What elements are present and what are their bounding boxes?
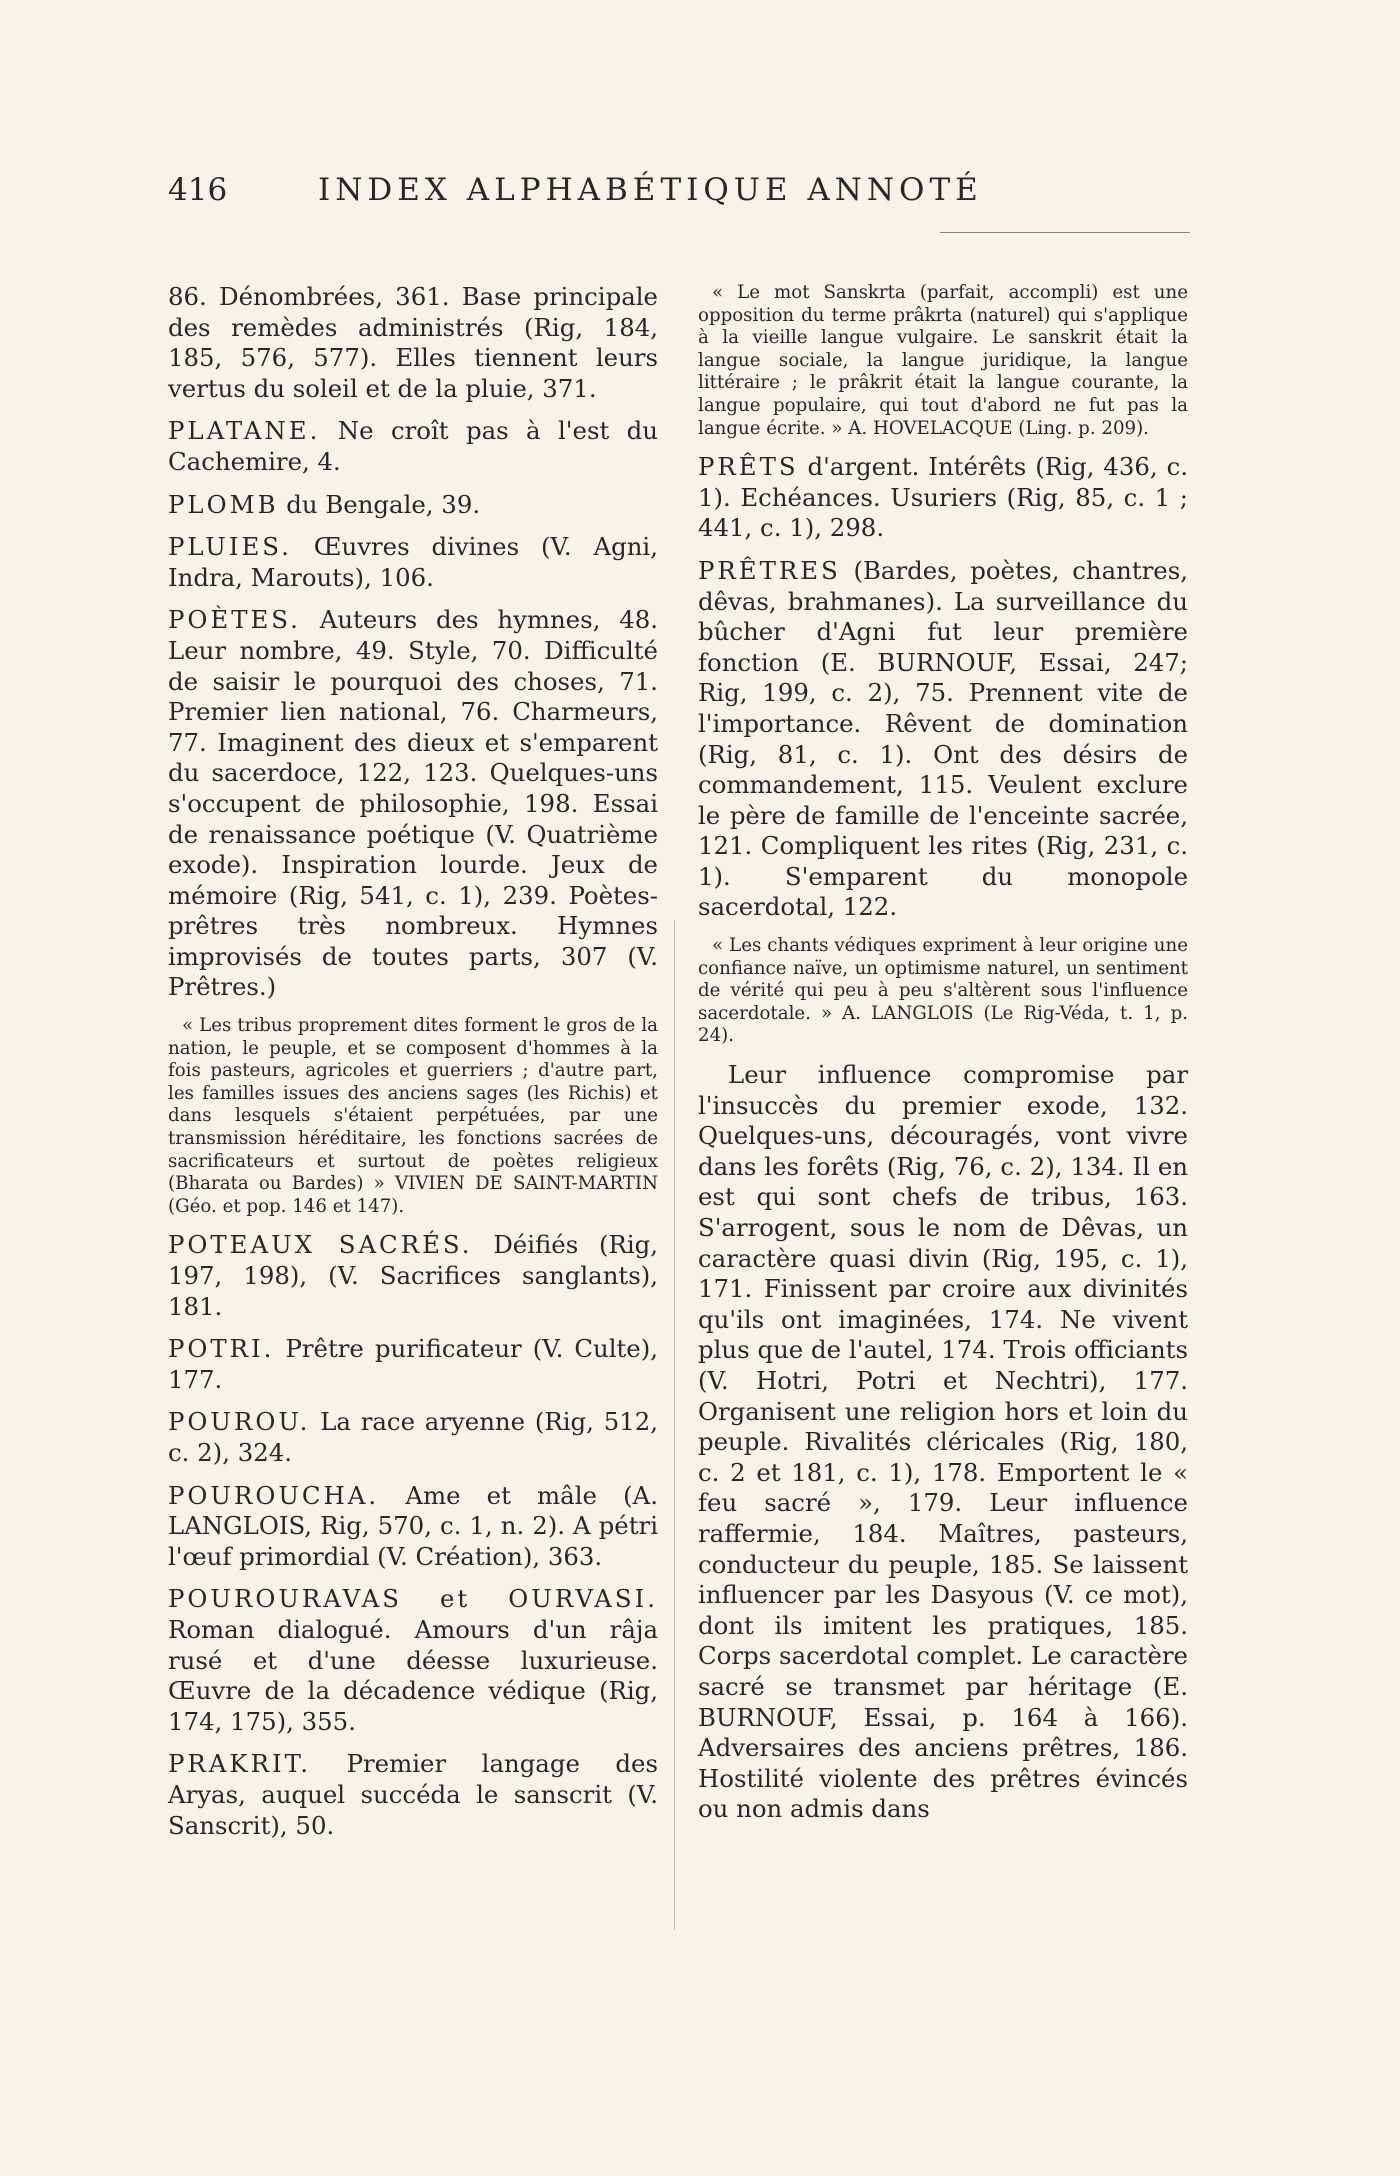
entry-headword: POUROUCHA. (168, 1480, 380, 1510)
left-column (168, 282, 658, 1853)
entry-headword: POTRI. (168, 1334, 275, 1364)
header-rule (940, 232, 1190, 233)
index-entry: POUROU. La race aryenne (Rig, 512, c. 2), 324. (168, 1407, 658, 1467)
entry-headword: PRAKRIT. (168, 1749, 312, 1779)
quotation: « Le mot Sanskrta (parfait, accompli) est une opposition du terme prâkrta (naturel) qui s'applique à la vieille langue vulgaire. Le sanskrit était la langue sociale, la langue juridique, la langue littéraire ; le prâkrit était la langue courante, la langue populaire, qui tout d'abord ne fut pas la langue écrite. » A. HOVELACQUE (Ling. p. 209). (698, 282, 1188, 439)
index-entry: PRÊTS d'argent. Intérêts (Rig, 436, c. 1). Echéances. Usuriers (Rig, 85, c. 1 ; 441, c. 1), 298. (698, 452, 1188, 543)
entry-headword: POUROURAVAS et OURVASI. (168, 1584, 658, 1614)
index-entry: POUROURAVAS et OURVASI. Roman dialogué. Amours d'un râja rusé et d'une déesse luxurieuse. Œuvre de la décadence védique (Rig, 174, 175), 355. (168, 1584, 658, 1736)
entry-headword: POUROU. (168, 1407, 311, 1437)
index-entry: POÈTES. Auteurs des hymnes, 48. Leur nombre, 49. Style, 70. Difficulté de saisir le pourquoi des choses, 71. Premier lien national, 76. Charmeurs, 77. Imaginent des dieux et s'emparent du sacerdoce, 122, 123. Quelques-uns s'occupent de philosophie, 198. Essai de renaissance poétique (V. Quatrième exode). Inspiration lourde. Jeux de mémoire (Rig, 541, c. 1), 239. Poètes-prêtres très nombreux. Hymnes improvisés de toutes parts, 307 (V. Prêtres.) (168, 605, 658, 1002)
index-entry: PLUIES. Œuvres divines (V. Agni, Indra, Marouts), 106. (168, 532, 658, 592)
page-header (168, 172, 1208, 212)
running-title: INDEX ALPHABÉTIQUE ANNOTÉ (318, 172, 983, 208)
right-column (698, 282, 1188, 1837)
quotation: « Les chants védiques expriment à leur origine une confiance naïve, un optimisme naturel, un sentiment de vérité qui peu à peu s'altèrent sous l'influence sacerdotale. » A. LANGLOIS (Le Rig-Véda, t. 1, p. 24). (698, 935, 1188, 1047)
page-number: 416 (168, 172, 228, 208)
entry-headword: PLATANE. (168, 416, 321, 446)
entry-headword: PRÊTRES (698, 555, 841, 585)
entry-headword: POÈTES. (168, 605, 301, 635)
index-entry: PLATANE. Ne croît pas à l'est du Cachemire, 4. (168, 416, 658, 476)
index-entry: POTEAUX SACRÉS. Déifiés (Rig, 197, 198), (V. Sacrifices sanglants), 181. (168, 1230, 658, 1321)
entry-headword: POTEAUX SACRÉS. (168, 1230, 473, 1260)
index-entry: POTRI. Prêtre purificateur (V. Culte), 177. (168, 1334, 658, 1394)
index-entry: POUROUCHA. Ame et mâle (A. LANGLOIS, Rig, 570, c. 1, n. 2). A pétri l'œuf primordial (V. Création), 363. (168, 1480, 658, 1571)
index-entry: PRÊTRES (Bardes, poètes, chantres, dêvas, brahmanes). La surveillance du bûcher d'Agni fut leur première fonction (E. BURNOUF, Essai, 247; Rig, 199, c. 2), 75. Prennent vite de l'importance. Rêvent de domination (Rig, 81, c. 1). Ont des désirs de commandement, 115. Veulent exclure le père de famille de l'enceinte sacrée, 121. Compliquent les rites (Rig, 231, c. 1). S'emparent du monopole sacerdotal, 122. (698, 555, 1188, 922)
entry-headword: PLUIES. (168, 532, 292, 562)
entry-headword: PLOMB (168, 489, 279, 519)
column-separator (674, 920, 675, 1930)
entry-headword: PRÊTS (698, 452, 799, 482)
index-entry: PRAKRIT. Premier langage des Aryas, auquel succéda le sanscrit (V. Sanscrit), 50. (168, 1749, 658, 1840)
entry-continuation: Leur influence compromise par l'insuccès du premier exode, 132. Quelques-uns, découragés, vont vivre dans les forêts (Rig, 76, c. 2), 134. Il en est qui sont chefs de tribus, 163. S'arrogent, sous le nom de Dêvas, un caractère quasi divin (Rig, 195, c. 1), 171. Finissent par croire aux divinités qu'ils ont imaginées, 174. Ne vivent plus que de l'autel, 174. Trois officiants (V. Hotri, Potri et Nechtri), 177. Organisent une religion hors et loin du peuple. Rivalités cléricales (Rig, 180, c. 2 et 181, c. 1), 178. Emportent le « feu sacré », 179. Leur influence raffermie, 184. Maîtres, pasteurs, conducteur du peuple, 185. Se laissent influencer par les Dasyous (V. ce mot), dont ils imitent les pratiques, 185. Corps sacerdotal complet. Le caractère sacré se transmet par héritage (E. BURNOUF, Essai, p. 164 à 166). Adversaires des anciens prêtres, 186. Hostilité violente des prêtres évincés ou non admis dans (698, 1060, 1188, 1824)
quotation: « Les tribus proprement dites forment le gros de la nation, le peuple, et se composent d'hommes à la fois pasteurs, agricoles et guerriers ; d'autre part, les familles issues des anciens sages (les Richis) et dans lesquels s'étaient perpétuées, par une transmission héréditaire, les fonctions sacrées de sacrificateurs et surtout de poètes religieux (Bharata ou Bardes) » VIVIEN DE SAINT-MARTIN (Géo. et pop. 146 et 147). (168, 1015, 658, 1217)
entry-continuation: 86. Dénombrées, 361. Base principale des remèdes administrés (Rig, 184, 185, 576, 577). Elles tiennent leurs vertus du soleil et de la pluie, 371. (168, 282, 658, 403)
index-entry: PLOMB du Bengale, 39. (168, 489, 481, 519)
